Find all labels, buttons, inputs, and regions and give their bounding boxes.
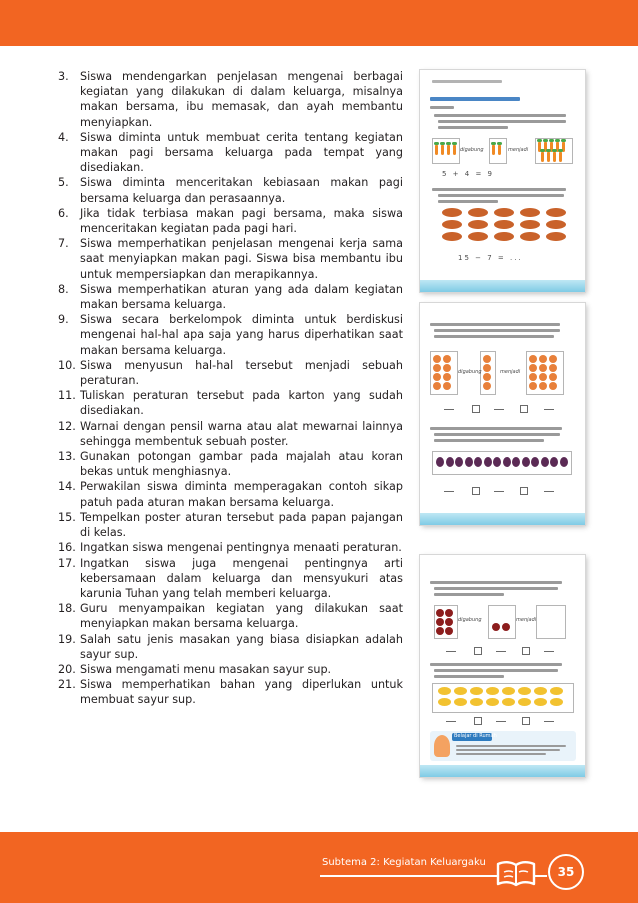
apples-item bbox=[436, 627, 444, 635]
thumb3-label-a: digabung bbox=[458, 617, 482, 623]
oranges-item bbox=[483, 373, 491, 381]
list-item bbox=[58, 236, 403, 282]
oranges-item bbox=[529, 373, 537, 381]
list-item-number: 13. bbox=[58, 450, 76, 464]
breadgrid-item bbox=[468, 208, 488, 217]
thumb2-label-b: menjadi bbox=[500, 369, 521, 375]
breadgrid-item bbox=[520, 208, 540, 217]
oranges-item bbox=[443, 355, 451, 363]
footer-band bbox=[0, 832, 638, 903]
list-item bbox=[58, 419, 403, 449]
list-item bbox=[58, 206, 403, 236]
list-item-number: 10. bbox=[58, 358, 76, 372]
bananas-item bbox=[486, 698, 499, 706]
oranges-item bbox=[549, 373, 557, 381]
bananas-item bbox=[550, 687, 563, 695]
list-item bbox=[58, 449, 403, 479]
bananas-item bbox=[534, 698, 547, 706]
bananas-item bbox=[502, 687, 515, 695]
list-item bbox=[58, 358, 403, 388]
list-item-text: Siswa diminta menceritakan kebiasaan makan pagi bersama keluarga dan perasaannya. bbox=[80, 176, 403, 205]
thumb-heading bbox=[430, 97, 520, 101]
eggplants-item bbox=[522, 457, 530, 467]
list-item-text: Siswa memperhatikan bahan yang diperlukan untuk membuat sayur sup. bbox=[80, 678, 403, 707]
book-icon bbox=[494, 850, 538, 894]
bananas-item bbox=[438, 687, 451, 695]
list-item-text: Jika tidak terbiasa makan pagi bersama, maka siswa menceritakan kegiatan pada pagi hari. bbox=[80, 206, 403, 236]
eggplants-item bbox=[493, 457, 501, 467]
footer-rule-right bbox=[533, 875, 547, 877]
list-item-text: Perwakilan siswa diminta memperagakan contoh sikap patuh pada aturan makan bersama keluarga. bbox=[80, 480, 403, 509]
oranges-item bbox=[529, 364, 537, 372]
header-band bbox=[0, 0, 638, 46]
page-wave bbox=[420, 765, 585, 777]
thumb3-label-b: menjadi bbox=[516, 617, 537, 623]
thumb-equation-2: 15 − 7 = ... bbox=[458, 254, 523, 262]
page-wave bbox=[420, 513, 585, 525]
list-item-text: Tempelkan poster aturan tersebut pada papan pajangan di kelas. bbox=[80, 510, 403, 540]
bananas-item bbox=[454, 698, 467, 706]
list-item bbox=[58, 388, 403, 418]
list-item-text: Salah satu jenis masakan yang biasa disiapkan adalah sayur sup. bbox=[80, 632, 403, 661]
eggplants-item bbox=[436, 457, 444, 467]
thumb-label-b: menjadi bbox=[508, 147, 529, 153]
footer-rule bbox=[320, 875, 498, 877]
apples-item bbox=[436, 618, 444, 626]
list-item-number: 12. bbox=[58, 419, 76, 433]
breadgrid-item bbox=[468, 220, 488, 229]
eggplants-item bbox=[484, 457, 492, 467]
list-item-text: Siswa menyusun hal-hal tersebut menjadi sebuah peraturan. bbox=[80, 358, 403, 388]
eggplants-item bbox=[474, 457, 482, 467]
list-item bbox=[58, 130, 403, 176]
breadgrid-item bbox=[442, 220, 462, 229]
list-item-text: Gunakan potongan gambar pada majalah atau koran bekas untuk menghiasnya. bbox=[80, 450, 403, 479]
apples-item bbox=[492, 623, 500, 631]
bananas-item bbox=[438, 698, 451, 706]
list-item-number: 8. bbox=[58, 282, 69, 296]
oranges-item bbox=[549, 382, 557, 390]
bananas-item bbox=[502, 698, 515, 706]
list-item bbox=[58, 312, 403, 358]
oranges-item bbox=[433, 373, 441, 381]
list-item-text: Guru menyampaikan kegiatan yang dilakukan saat menyiapkan makan bersama keluarga. bbox=[80, 602, 403, 631]
breadgrid-item bbox=[546, 220, 566, 229]
steps-list bbox=[58, 69, 403, 708]
thumb-equation-1: 5 + 4 = 9 bbox=[442, 170, 494, 178]
list-item-text: Warnai dengan pensil warna atau alat mewarnai lainnya sehingga membentuk sebuah poster. bbox=[80, 419, 403, 448]
oranges-item bbox=[483, 382, 491, 390]
oranges-item bbox=[549, 355, 557, 363]
bananas-item bbox=[486, 687, 499, 695]
oranges-item bbox=[433, 382, 441, 390]
bananas-item bbox=[550, 698, 563, 706]
bananas-item bbox=[470, 687, 483, 695]
bananas-item bbox=[518, 687, 531, 695]
breadgrid-item bbox=[520, 232, 540, 241]
list-item-text: Ingatkan siswa juga mengenai pentingnya arti kebersamaan dalam keluarga dan mensyukuri atas karunia Tuhan yang telah memberi keluarga. bbox=[80, 556, 403, 600]
eggplants-item bbox=[560, 457, 568, 467]
list-item-number: 20. bbox=[58, 662, 76, 676]
list-item bbox=[58, 677, 403, 707]
oranges-item bbox=[483, 364, 491, 372]
list-item-number: 7. bbox=[58, 237, 69, 251]
oranges-item bbox=[483, 355, 491, 363]
eggplants-item bbox=[446, 457, 454, 467]
thumb2-label-a: digabung bbox=[458, 369, 482, 375]
list-item bbox=[58, 662, 403, 677]
thumb-label-a: digabung bbox=[460, 147, 484, 153]
apples-item bbox=[445, 618, 453, 626]
list-item bbox=[58, 556, 403, 602]
list-item-text: Siswa diminta untuk membuat cerita tentang kegiatan makan pagi bersama keluarga pada tempat yang disediakan. bbox=[80, 130, 403, 175]
oranges-item bbox=[539, 373, 547, 381]
oranges-item bbox=[529, 382, 537, 390]
eggplants-item bbox=[465, 457, 473, 467]
apples-item bbox=[502, 623, 510, 631]
list-item bbox=[58, 479, 403, 509]
apples-item bbox=[445, 609, 453, 617]
oranges-item bbox=[539, 355, 547, 363]
breadgrid-item bbox=[494, 232, 514, 241]
eggplants-item bbox=[550, 457, 558, 467]
children-illustration bbox=[434, 735, 450, 757]
list-item-text: Siswa secara berkelompok diminta untuk berdiskusi mengenai hal-hal apa saja yang harus diperhatikan saat makan bersama keluarga. bbox=[80, 313, 403, 357]
list-item-text: Siswa mendengarkan penjelasan mengenai berbagai kegiatan yang dilakukan di dalam keluarga, misalnya makan bersama, ibu memasak, dan ayah membantu menyiapkan. bbox=[80, 70, 403, 129]
oranges-item bbox=[443, 382, 451, 390]
apples-item bbox=[445, 627, 453, 635]
apples-item bbox=[436, 609, 444, 617]
list-item bbox=[58, 540, 403, 555]
list-item bbox=[58, 601, 403, 631]
breadgrid-item bbox=[494, 208, 514, 217]
oranges-item bbox=[529, 355, 537, 363]
oranges-item bbox=[539, 364, 547, 372]
bananas-item bbox=[470, 698, 483, 706]
list-item-number: 5. bbox=[58, 176, 69, 190]
workbook-thumbnail-2 bbox=[420, 303, 585, 525]
list-item bbox=[58, 175, 403, 205]
list-item-text: Siswa memperhatikan penjelasan mengenai kerja sama saat menyiapkan makan pagi. Siswa bisa membantu ibu untuk mempersiapkan dan merapikannya. bbox=[80, 237, 403, 281]
home-banner: Belajar di Rumah bbox=[454, 733, 497, 739]
list-item-number: 3. bbox=[58, 70, 69, 83]
breadgrid-item bbox=[442, 208, 462, 217]
list-item bbox=[58, 69, 403, 130]
eggplants-item bbox=[541, 457, 549, 467]
workbook-thumbnail-1 bbox=[420, 70, 585, 292]
list-item bbox=[58, 282, 403, 312]
breadgrid-item bbox=[442, 232, 462, 241]
eggplants-item bbox=[455, 457, 463, 467]
subtheme-label: Subtema 2: Kegiatan Keluargaku bbox=[322, 857, 486, 868]
oranges-item bbox=[433, 364, 441, 372]
list-item-number: 6. bbox=[58, 206, 69, 220]
list-item-number: 15. bbox=[58, 510, 76, 524]
list-item-number: 19. bbox=[58, 632, 76, 646]
list-item-number: 4. bbox=[58, 130, 69, 144]
breadgrid-item bbox=[468, 232, 488, 241]
oranges-item bbox=[433, 355, 441, 363]
oranges-item bbox=[443, 364, 451, 372]
oranges-item bbox=[539, 382, 547, 390]
page-wave bbox=[420, 280, 585, 292]
page-number: 35 bbox=[548, 854, 584, 890]
workbook-thumbnail-3 bbox=[420, 555, 585, 777]
eggplants-item bbox=[503, 457, 511, 467]
oranges-item bbox=[549, 364, 557, 372]
list-item-number: 11. bbox=[58, 389, 76, 403]
list-item-number: 16. bbox=[58, 541, 76, 555]
breadgrid-item bbox=[546, 208, 566, 217]
bananas-item bbox=[534, 687, 547, 695]
list-item bbox=[58, 632, 403, 662]
list-item-text: Tuliskan peraturan tersebut pada karton yang sudah disediakan. bbox=[80, 389, 403, 418]
list-item-text: Ingatkan siswa mengenai pentingnya menaati peraturan. bbox=[80, 541, 402, 555]
eggplants-item bbox=[531, 457, 539, 467]
list-item-text: Siswa memperhatikan aturan yang ada dalam kegiatan makan bersama keluarga. bbox=[80, 282, 403, 312]
list-item-text: Siswa mengamati menu masakan sayur sup. bbox=[80, 662, 332, 676]
list-item bbox=[58, 510, 403, 540]
breadgrid-item bbox=[520, 220, 540, 229]
bananas-item bbox=[518, 698, 531, 706]
oranges-item bbox=[443, 373, 451, 381]
list-item-number: 18. bbox=[58, 602, 76, 616]
bananas-item bbox=[454, 687, 467, 695]
list-item-number: 14. bbox=[58, 480, 76, 494]
eggplants-item bbox=[512, 457, 520, 467]
home-activity-panel bbox=[430, 731, 576, 761]
list-item-number: 9. bbox=[58, 313, 69, 327]
breadgrid-item bbox=[546, 232, 566, 241]
list-item-number: 17. bbox=[58, 556, 76, 570]
breadgrid-item bbox=[494, 220, 514, 229]
list-item-number: 21. bbox=[58, 678, 76, 692]
